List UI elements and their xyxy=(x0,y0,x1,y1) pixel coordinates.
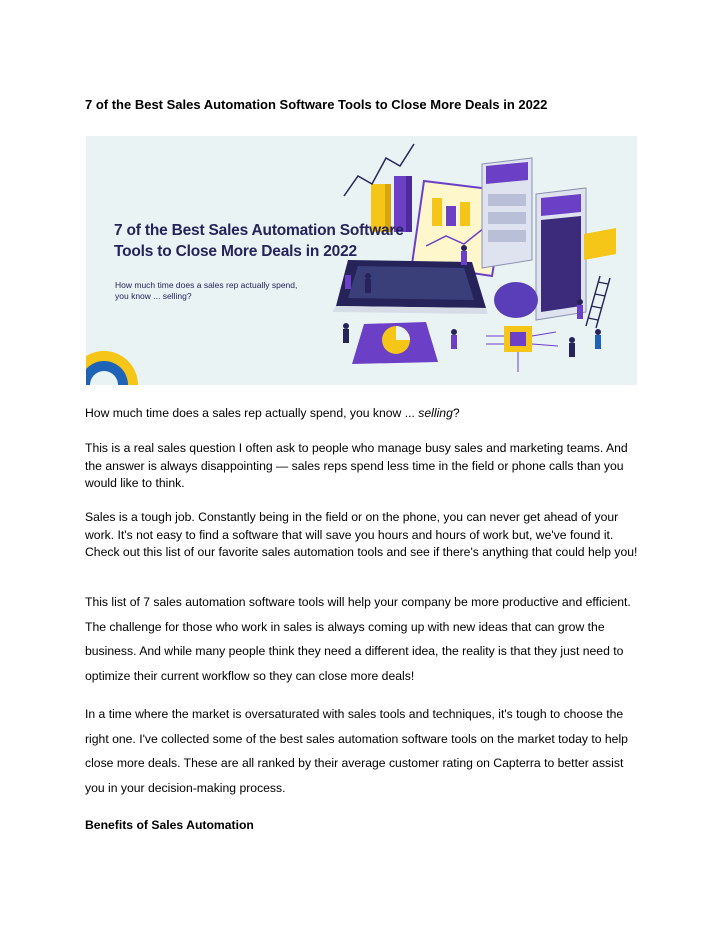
body-paragraph-2: Sales is a tough job. Constantly being in the field or on the phone, you can never get ahead of your work. It's not easy to find a software that will save you hours and hours of work but, we've found it. Check out this list of our favorite sales automation tools and see if there's anything that could help you! xyxy=(85,510,638,559)
intro-emphasis: selling xyxy=(418,406,453,420)
intro-paragraph xyxy=(85,405,645,423)
page-title: 7 of the Best Sales Automation Software Tools to Close More Deals in 2022 xyxy=(85,97,548,112)
hero-image xyxy=(86,136,637,385)
hero-subtitle xyxy=(115,280,297,302)
decorative-circle-icon xyxy=(86,351,138,385)
hero-title-line-2: Tools to Close More Deals in 2022 xyxy=(114,243,357,260)
body-paragraph-4: In a time where the market is oversaturated with sales tools and techniques, it's tough to choose the right one. I've collected some of the best sales automation software tools on the market today to help close more deals. These are all ranked by their average customer rating on Capterra to better assist you in your decision-making process. xyxy=(85,707,628,795)
ladder-icon xyxy=(586,276,610,328)
intro-end: ? xyxy=(452,406,460,420)
section-heading: Benefits of Sales Automation xyxy=(85,818,254,832)
intro-text: How much time does a sales rep actually spend, you know ... xyxy=(85,406,419,420)
body-paragraph-3: This list of 7 sales automation software tools will help your company be more productive and efficient. The challenge for those who work in sales is always coming up with new ideas that can grow the business. And while many people think they need a different idea, the reality is that they just need to optimize their current workflow so they can close more deals! xyxy=(85,595,631,683)
laptop-icon xyxy=(332,260,488,314)
bar-chart-icon xyxy=(344,144,414,232)
hero-subtitle-line-2: you know ... selling? xyxy=(115,291,192,301)
hero-title-line-1: 7 of the Best Sales Automation Software xyxy=(114,222,404,239)
hero-subtitle-line-1: How much time does a sales rep actually spend, xyxy=(115,280,298,290)
hero-title xyxy=(114,220,404,262)
pie-chart-icon xyxy=(352,322,438,364)
body-paragraph-1: This is a real sales question I often ask to people who manage busy sales and marketing teams. And the answer is always disappointing — sales reps spend less time in the field or phone calls than you would like to think. xyxy=(85,441,628,490)
